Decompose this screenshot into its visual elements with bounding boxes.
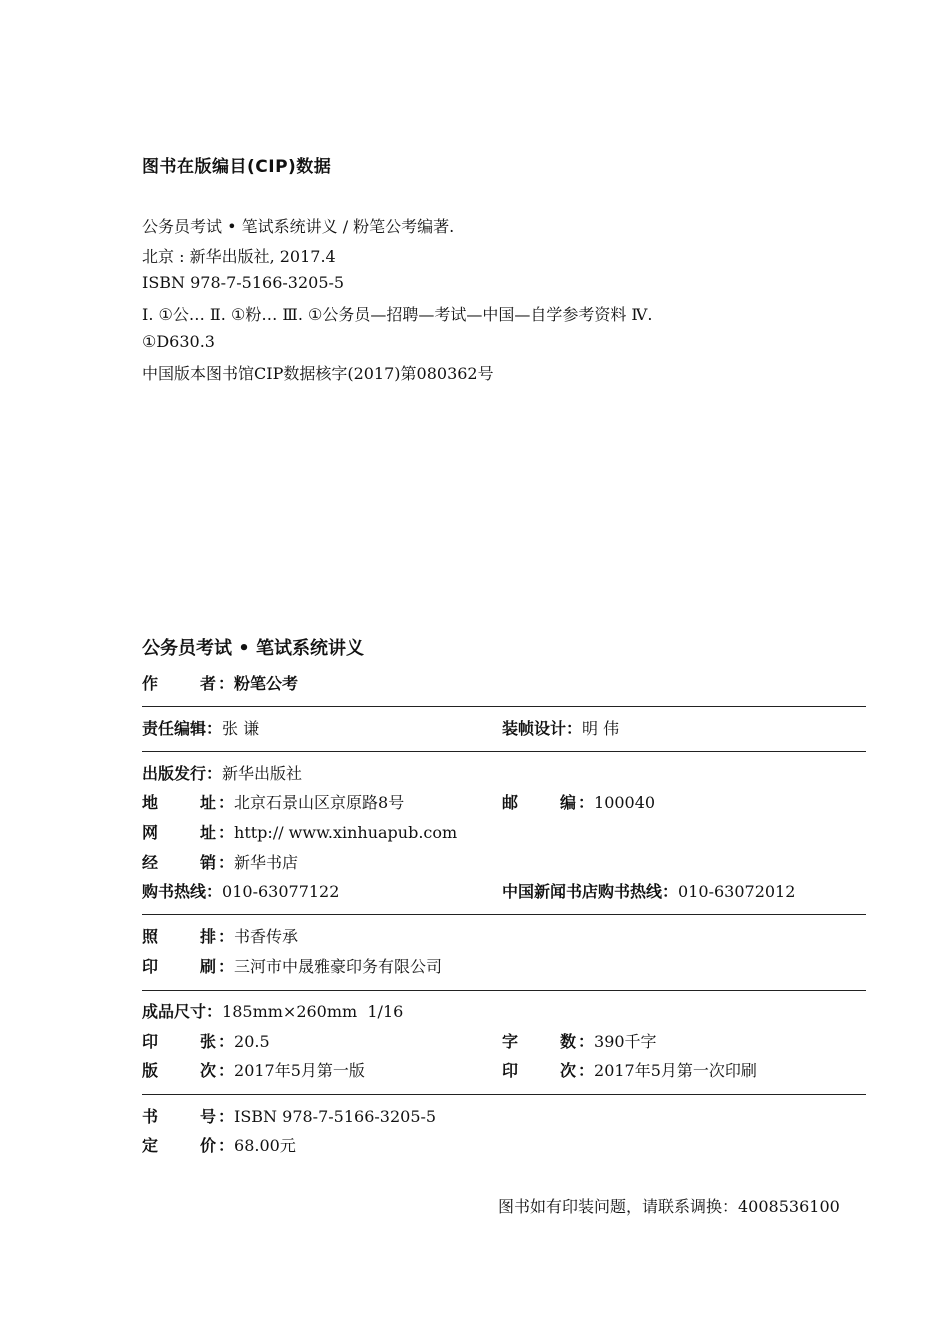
cip-line: ①D630.3 <box>142 332 215 351</box>
postcode-label: 邮 编 <box>502 793 576 812</box>
editor-row: 责任编辑：张 谦 <box>142 719 260 738</box>
edition-row: 版 次 ：2017年5月第一版 <box>142 1061 365 1080</box>
edition-value: 2017年5月第一版 <box>234 1061 365 1080</box>
sheets-label: 印 张 <box>142 1032 216 1051</box>
divider <box>142 1094 866 1095</box>
divider <box>142 914 866 915</box>
publisher-label: 出版发行 <box>142 764 207 783</box>
isbn-value: ISBN 978-7-5166-3205-5 <box>234 1107 437 1126</box>
website-row: 网 址 ：http:// www.xinhuapub.com <box>142 823 458 842</box>
cip-line: 北京 : 新华出版社, 2017.4 <box>142 247 336 266</box>
sheets-row: 印 张 ：20.5 <box>142 1032 270 1051</box>
cip-line: 中国版本图书馆CIP数据核字(2017)第080362号 <box>142 364 494 383</box>
isbn-label: 书 号 <box>142 1107 216 1126</box>
typeset-value: 书香传承 <box>234 927 299 946</box>
size-value: 185mm×260mm 1/16 <box>222 1002 404 1021</box>
printer-row: 印 刷 ：三河市中晟雅豪印务有限公司 <box>142 957 443 976</box>
sheets-value: 20.5 <box>234 1032 270 1051</box>
author-value: 粉笔公考 <box>234 674 299 693</box>
printer-value: 三河市中晟雅豪印务有限公司 <box>234 957 443 976</box>
author-row: 作 者 ：粉笔公考 <box>142 674 299 693</box>
print-issue-notice: 图书如有印装问题，请联系调换：4008536100 <box>498 1197 840 1216</box>
distributor-label: 经 销 <box>142 853 216 872</box>
designer-row: 装帧设计：明 伟 <box>502 719 620 738</box>
distributor-row: 经 销 ：新华书店 <box>142 853 299 872</box>
words-label: 字 数 <box>502 1032 576 1051</box>
typeset-row: 照 排 ：书香传承 <box>142 927 299 946</box>
printer-label: 印 刷 <box>142 957 216 976</box>
address-row: 地 址 ：北京石景山区京原路8号 <box>142 793 405 812</box>
printing-row: 印 次 ：2017年5月第一次印刷 <box>502 1061 757 1080</box>
isbn-row: 书 号 ：ISBN 978-7-5166-3205-5 <box>142 1107 437 1126</box>
author-label: 作 者 <box>142 674 216 693</box>
distributor-value: 新华书店 <box>234 853 299 872</box>
publisher-row: 出版发行：新华出版社 <box>142 764 303 783</box>
website-label: 网 址 <box>142 823 216 842</box>
hotline-value: 010-63077122 <box>222 882 340 901</box>
cip-title: 图书在版编目(CIP)数据 <box>142 157 332 177</box>
size-row: 成品尺寸：185mm×260mm 1/16 <box>142 1002 404 1021</box>
words-value: 390千字 <box>594 1032 657 1051</box>
website-link[interactable]: http:// www.xinhuapub.com <box>234 823 458 842</box>
editor-label: 责任编辑 <box>142 719 207 738</box>
bookstore-hotline-value: 010-63072012 <box>678 882 796 901</box>
printing-value: 2017年5月第一次印刷 <box>594 1061 757 1080</box>
book-title: 公务员考试 • 笔试系统讲义 <box>142 638 365 659</box>
printing-label: 印 次 <box>502 1061 576 1080</box>
bookstore-hotline-label: 中国新闻书店购书热线 <box>502 882 663 901</box>
designer-label: 装帧设计 <box>502 719 567 738</box>
price-row: 定 价 ：68.00元 <box>142 1136 296 1155</box>
address-label: 地 址 <box>142 793 216 812</box>
price-label: 定 价 <box>142 1136 216 1155</box>
edition-label: 版 次 <box>142 1061 216 1080</box>
designer-value: 明 伟 <box>582 719 620 738</box>
divider <box>142 990 866 991</box>
address-value: 北京石景山区京原路8号 <box>234 793 405 812</box>
editor-value: 张 谦 <box>222 719 260 738</box>
hotline-row: 购书热线：010-63077122 <box>142 882 340 901</box>
words-row: 字 数 ：390千字 <box>502 1032 657 1051</box>
cip-line: Ⅰ. ①公… Ⅱ. ①粉… Ⅲ. ①公务员—招聘—考试—中国—自学参考资料 Ⅳ. <box>142 305 653 324</box>
typeset-label: 照 排 <box>142 927 216 946</box>
cip-line: 公务员考试 • 笔试系统讲义 / 粉笔公考编著. <box>142 217 455 236</box>
cip-line: ISBN 978-7-5166-3205-5 <box>142 273 345 292</box>
postcode-row: 邮 编 ：100040 <box>502 793 656 812</box>
postcode-value: 100040 <box>594 793 656 812</box>
bookstore-hotline-row: 中国新闻书店购书热线：010-63072012 <box>502 882 796 901</box>
hotline-label: 购书热线 <box>142 882 207 901</box>
price-value: 68.00元 <box>234 1136 296 1155</box>
publisher-value: 新华出版社 <box>222 764 303 783</box>
size-label: 成品尺寸 <box>142 1002 207 1021</box>
divider <box>142 751 866 752</box>
divider <box>142 706 866 707</box>
